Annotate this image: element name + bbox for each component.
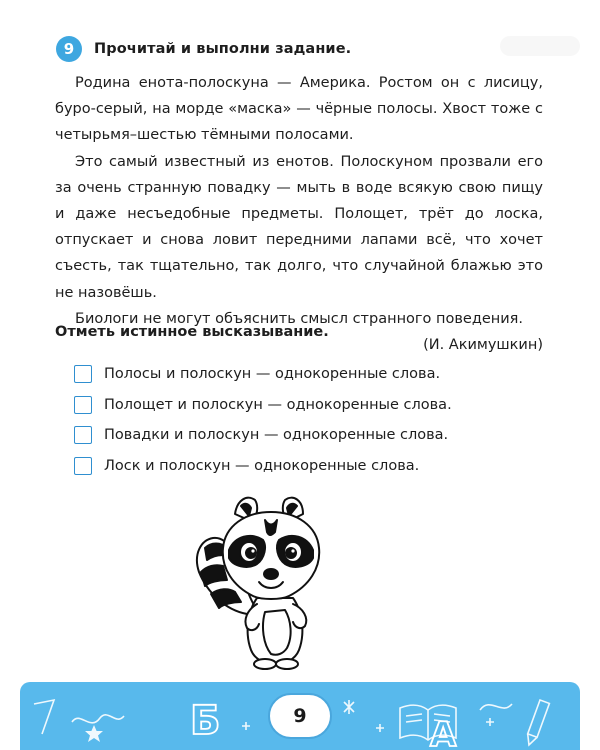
answer-checkbox[interactable] xyxy=(74,396,92,414)
passage-paragraph: Это самый известный из енотов. Полоскуном прозвали его за очень странную повадку — мыть в воде всякую свою пищу и даже несъедобные предметы. Полощет, трёт до лоска, отпускает и снова ловит передними лапами всё, что хочет съесть, так тщательно, так долго, что случайной блажью это не назовёшь. xyxy=(55,153,543,301)
answer-option-label: Повадки и полоскун — однокоренные слова. xyxy=(104,427,449,444)
question-prompt: Отметь истинное высказывание. xyxy=(55,324,329,340)
pencil-icon xyxy=(524,700,549,747)
answer-option-label: Полощет и полоскун — однокоренные слова. xyxy=(104,396,452,413)
page-number: 9 xyxy=(268,693,332,739)
task-title: Прочитай и выполни задание. xyxy=(94,41,352,57)
answer-checkbox[interactable] xyxy=(74,426,92,444)
answer-options xyxy=(74,359,452,481)
passage-author: (И. Акимушкин) xyxy=(423,337,543,354)
raccoon-illustration-icon xyxy=(185,492,365,672)
task-header xyxy=(56,36,351,62)
reading-passage xyxy=(55,70,543,358)
answer-option[interactable] xyxy=(74,359,452,390)
footer-letter-b: Б xyxy=(190,698,221,744)
answer-option[interactable] xyxy=(74,451,452,482)
numeral-doodle-icon xyxy=(34,700,54,734)
footer-letter-a: А xyxy=(430,715,457,750)
answer-option-label: Лоск и полоскун — однокоренные слова. xyxy=(104,457,420,474)
task-number-badge: 9 xyxy=(56,36,82,62)
answer-option-label: Полосы и полоскун — однокоренные слова. xyxy=(104,366,441,383)
passage-paragraph: Биологи не могут объяснить смысл странного поведения. xyxy=(75,310,524,327)
answer-option[interactable] xyxy=(74,390,452,421)
answer-checkbox[interactable] xyxy=(74,457,92,475)
bleed-through xyxy=(500,36,580,56)
answer-option[interactable] xyxy=(74,420,452,451)
passage-paragraph: Родина енота-полоскуна — Америка. Ростом он с лисицу, буро-серый, на морде «маска» — чёрные полосы. Хвост тоже с четырьмя–шестью тёмными полосами. xyxy=(55,75,543,144)
answer-checkbox[interactable] xyxy=(74,365,92,383)
star-icon xyxy=(85,725,103,742)
